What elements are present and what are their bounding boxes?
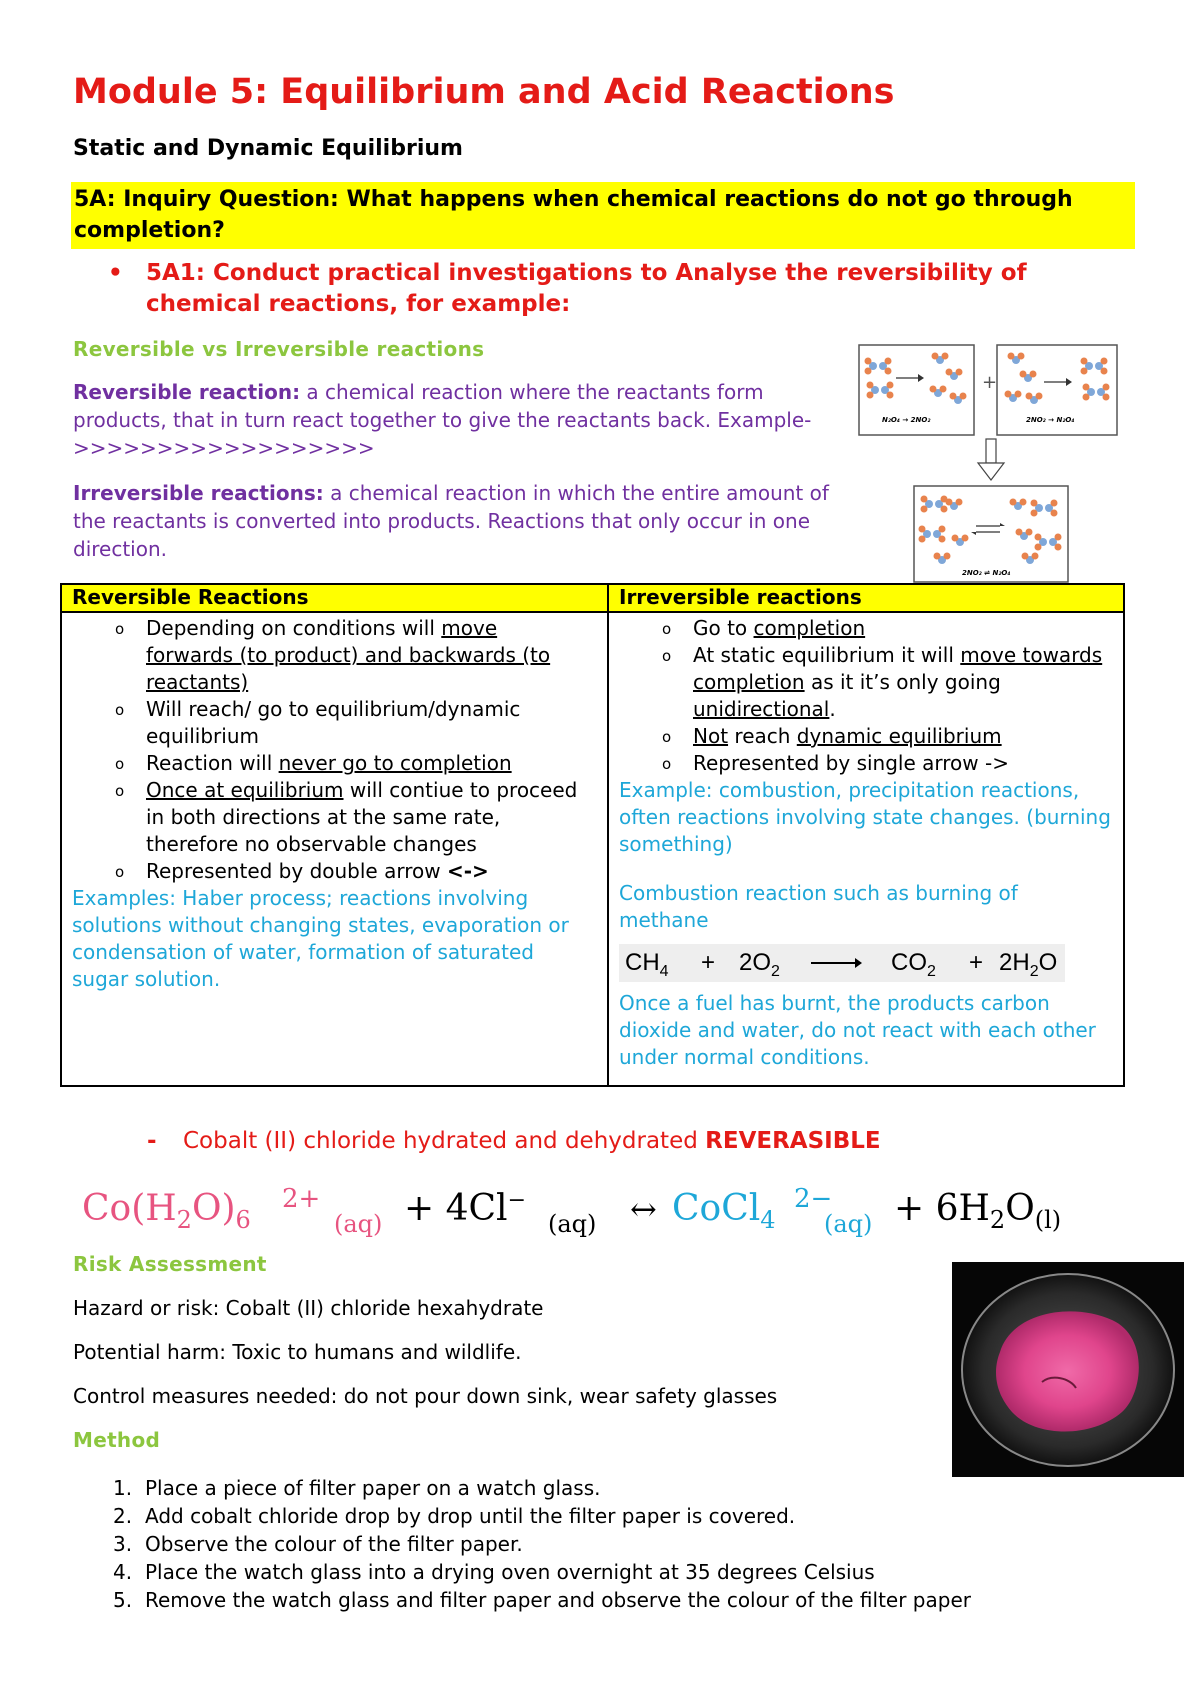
method-heading: Method [73, 1428, 161, 1452]
equilibrium-diagram [858, 338, 1118, 588]
list-item: 2. Add cobalt chloride drop by drop until the filter paper is covered. [113, 1504, 796, 1528]
cobalt-equation: $Co(H_2O)_6$ 2+ (aq) + 4Cl− (aq) ↔ CoCl$_4$ 2− (aq) + $6H_2O_{(l)}$ [82, 1184, 1062, 1238]
outcome-text: 5A1: Conduct practical investigations to Analyse the reversibility of chemical reactions, for example: [146, 260, 1027, 317]
irr-term: Irreversible reactions: [73, 481, 324, 505]
combustion-note: Once a fuel has burnt, the products carbon dioxide and water, do not react with each other under normal conditions. [619, 991, 1096, 1069]
list-item: o Once at equilibrium will contiue to proceed in both directions at the same rate, therefore no observable changes [115, 778, 578, 856]
list-item: o Reaction will never go to completion [115, 751, 512, 775]
list-item: o Not reach dynamic equilibrium [662, 724, 1002, 748]
irreversible-example: Example: combustion, precipitation reactions, often reactions involving state changes. (burning something) [619, 778, 1111, 856]
diagram-label-3: 2NO₂ ⇌ N₂O₄ [962, 569, 1011, 577]
irreversible-definition [73, 479, 833, 563]
col-header-irreversible: Irreversible reactions [608, 584, 1124, 612]
reversible-list [62, 615, 582, 885]
methane-equation: $CH_4$ + $2O_2$ $CO_2$ + $2H_2O$ [619, 944, 1065, 982]
double-arrow-icon: ↔ [630, 1190, 657, 1228]
list-item: o At static equilibrium it will move towards completion as it it’s only going unidirectional. [662, 643, 1103, 721]
risk-heading: Risk Assessment [73, 1252, 267, 1276]
list-item: 3. Observe the colour of the filter paper. [113, 1532, 523, 1556]
diagram-label-2: 2NO₂ → N₂O₄ [1026, 416, 1075, 424]
down-arrow-icon [978, 463, 1004, 480]
irreversible-list [609, 615, 1113, 777]
list-item: o Represented by single arrow -> [662, 751, 1009, 775]
risk-hazard: Hazard or risk: Cobalt (II) chloride hexahydrate [73, 1296, 544, 1320]
rev-term: Reversible reaction: [73, 380, 301, 404]
reversible-cell [61, 612, 608, 1086]
combustion-intro: Combustion reaction such as burning of methane [619, 881, 1018, 932]
cobalt-heading: Cobalt (II) chloride hydrated and dehydrated REVERASIBLE [183, 1128, 881, 1154]
list-item: o Represented by double arrow <-> [115, 859, 489, 883]
method-list [73, 1474, 971, 1614]
risk-harm: Potential harm: Toxic to humans and wildlife. [73, 1340, 522, 1364]
reversible-examples: Examples: Haber process; reactions involving solutions without changing states, evaporation or condensation of water, formation of saturated sugar solution. [72, 886, 569, 991]
list-item: 5. Remove the watch glass and filter paper and observe the colour of the filter paper [113, 1588, 971, 1612]
rev-text: a chemical reaction where the reactants form products, that in turn react together to give the reactants back. Example->>>>>>>>>>>>>>>>>> [73, 380, 812, 460]
dash-bullet: - [147, 1128, 157, 1154]
irr-text: a chemical reaction in which the entire amount of the reactants is converted into products. Reactions that only occur in one direction. [73, 481, 829, 561]
rev-heading: Reversible vs Irreversible reactions [73, 337, 485, 361]
inquiry-question: 5A: Inquiry Question: What happens when chemical reactions do not go through completion? [71, 182, 1135, 249]
col-header-reversible: Reversible Reactions [61, 584, 608, 612]
page-title: Module 5: Equilibrium and Acid Reactions [73, 72, 895, 112]
list-item: 1. Place a piece of filter paper on a watch glass. [113, 1476, 601, 1500]
risk-control: Control measures needed: do not pour down sink, wear safety glasses [73, 1384, 778, 1408]
list-item: o Go to completion [662, 616, 866, 640]
bullet-icon: • [108, 260, 123, 286]
list-item: 4. Place the watch glass into a drying oven overnight at 35 degrees Celsius [113, 1560, 875, 1584]
section-subtitle: Static and Dynamic Equilibrium [73, 136, 463, 161]
diagram-plus: + [982, 372, 998, 393]
irreversible-cell [608, 612, 1124, 1086]
comparison-table [60, 583, 1125, 1087]
cobalt-chloride-photo [952, 1262, 1184, 1477]
list-item: o Will reach/ go to equilibrium/dynamic equilibrium [115, 697, 521, 748]
reversible-definition [73, 378, 813, 462]
diagram-label-1: N₂O₄ → 2NO₂ [882, 416, 931, 424]
arrow-icon [811, 962, 857, 964]
list-item: o Depending on conditions will move forwards (to product) and backwards (to reactants) [115, 616, 551, 694]
